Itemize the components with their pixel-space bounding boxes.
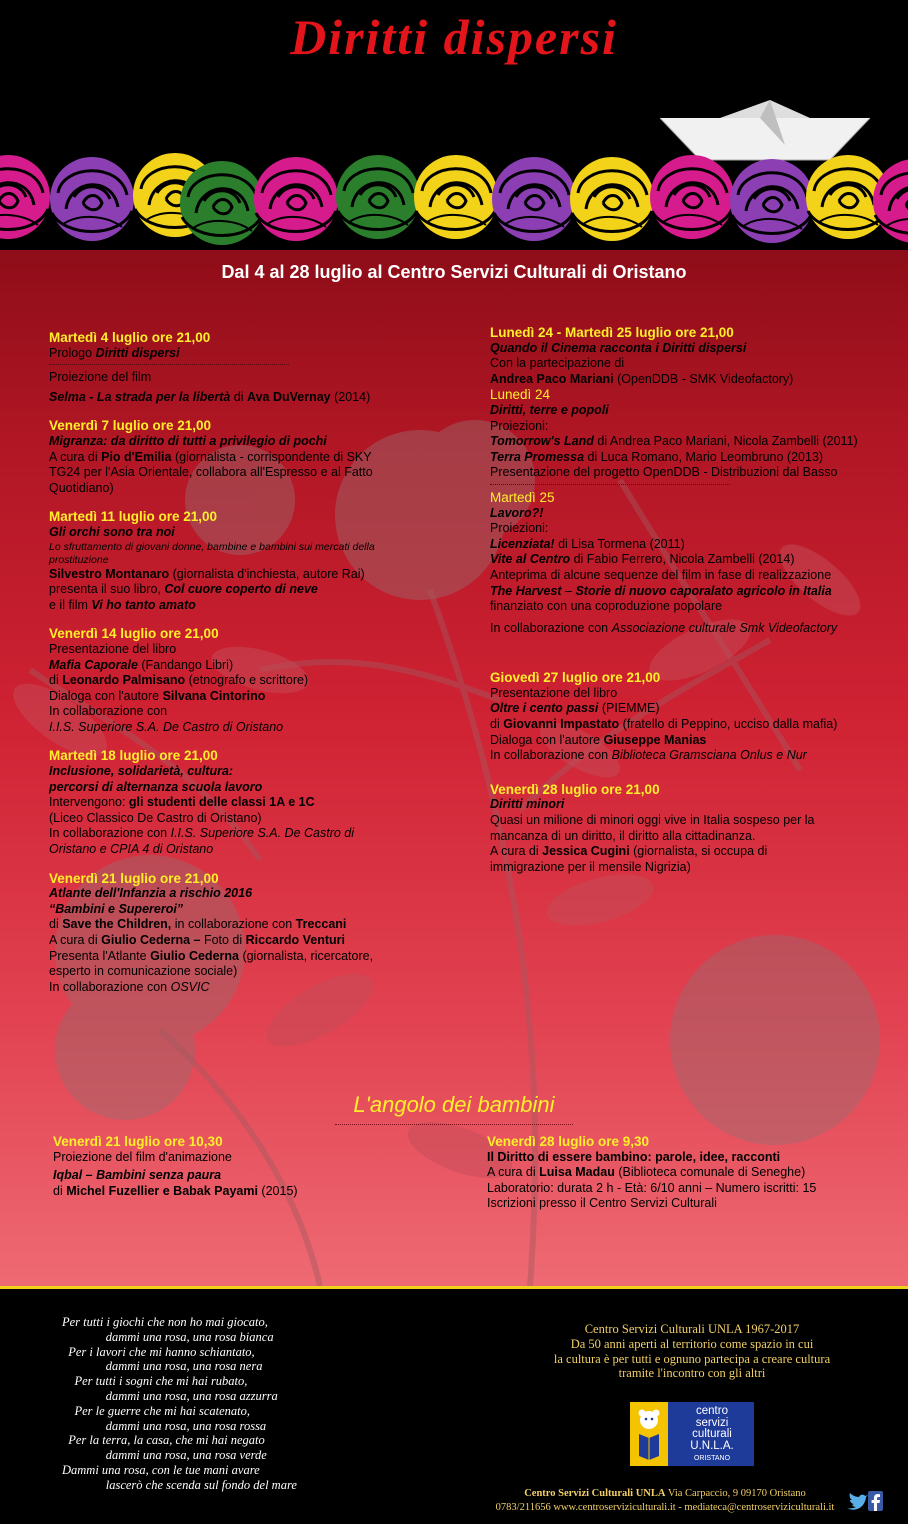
event-text: Presenta l'Atlante [49,948,151,963]
event-text: di Fabio Ferrero, Nicola Zambelli (2014) [570,552,795,567]
event-text: esperto in comunicazione sociale) [49,964,238,979]
event-text: Proiezioni: [490,521,549,536]
event-text: A cura di [49,933,102,947]
guest-name: gli studenti delle classi 1A e 1C [128,795,315,810]
event-7-july [49,418,449,496]
poem-line: dammi una rosa, una rosa rossa [62,1418,267,1433]
event-text: Presentazione del libro [490,685,618,700]
event-text: TG24 per l'Asia Orientale, collabora all'Espresso e al Fatto [49,465,373,480]
guest-name: Luisa Madau [539,1165,615,1180]
event-text: Laboratorio: durata 2 h - Età: 6/10 anni – Numero iscritti: 15 [487,1180,817,1195]
author-name: Leonardo Palmisano [62,673,186,688]
director-name: Michel Fuzellier e Babak Payami [66,1183,258,1198]
event-text: A cura di [49,449,102,464]
photographer-name: Riccardo Venturi [245,933,345,947]
event-text: presenta il suo libro, [49,582,165,597]
event-text: Presentazione del progetto OpenDDB - Distribuzioni dal Basso [490,465,838,480]
event-text: Prologo [49,345,96,360]
event-text: In collaborazione con [490,620,612,635]
date-venue-subtitle: Dal 4 al 28 luglio al Centro Servizi Culturali di Oristano [221,262,687,282]
event-21-july [49,871,449,996]
event-text: Dialoga con l'autore [490,732,604,747]
event-text: (fratello di Peppino, ucciso dalla mafia) [619,717,838,732]
event-text: (2014) [330,389,371,404]
event-text: di Andrea Paco Mariani, Nicola Zambelli (2011) [593,434,858,449]
poem-line: Per i lavori che mi hanno schiantato, [62,1344,255,1359]
book-title: Col cuore coperto di neve [164,582,318,597]
event-text: (giornalista d'inchiesta, autore Rai) [169,566,365,581]
film-title: Vi ho tanto amato [91,597,196,612]
event-24-25-july [490,325,900,636]
partner-name: Associazione culturale Smk Videofactory [611,620,838,635]
event-text: di [230,389,248,404]
film-title: Licenziata! [490,536,555,551]
moderator-name: Silvana Cintorino [162,688,266,703]
unla-line: tramite l'incontro con gli altri [618,1366,766,1381]
poem-line: dammi una rosa, una rosa azzurra [62,1388,278,1403]
director-name: Ava DuVernay [247,389,331,404]
event-date: Venerdì 28 luglio ore 9,30 [487,1134,650,1149]
event-text: (2015) [257,1183,298,1198]
event-text: (OpenDDB - SMK Videofactory) [613,371,794,386]
poem-line: dammi una rosa, una rosa nera [62,1359,263,1374]
event-text: in collaborazione con [171,917,296,932]
event-text: – [561,583,576,598]
event-title: Il Diritto di essere bambino: parole, idee, racconti [487,1149,781,1164]
logo-city: ORISTANO [693,1455,731,1462]
event-text: Quotidiano) [49,480,114,495]
event-text: (PIEMME) [598,701,660,716]
guest-name: Jessica Cugini [542,844,630,859]
event-text: di [490,717,504,732]
header [0,0,908,250]
guest-name: Andrea Paco Mariani [490,371,614,386]
event-description: Lo sfruttamento di giovani donne, bambine e bambini sui mercati della [49,540,375,553]
event-14-july [49,626,449,735]
event-text: di [49,917,63,932]
film-title: Storie di nuovo caporalato agricolo in Italia [575,583,832,598]
event-title: Gli orchi sono tra noi [49,524,175,539]
event-28-july [490,782,900,876]
poem-line: lascerò che scenda sul fondo del mare [62,1477,297,1492]
dotted-divider [49,364,289,365]
event-text: di Lisa Tormena (2011) [554,536,685,551]
program-panel [0,250,908,1286]
poem-line: Per tutti i sogni che mi hai rubato, [62,1374,248,1389]
guest-name: Silvestro Montanaro [49,566,170,581]
unla-line: Centro Servizi Culturali UNLA 1967-2017 [584,1322,800,1336]
poem-line: dammi una rosa, una rosa bianca [62,1329,274,1344]
event-title: Diritti, terre e popoli [490,402,609,417]
rose-garland [0,145,908,250]
guest-name: Giulio Cederna – [101,933,204,947]
event-date: Venerdì 28 luglio ore 21,00 [490,781,660,797]
event-text: finanziato con una coproduzione popolare [490,599,723,614]
guest-name: Pio d'Emilia [101,449,172,464]
partner-name: I.I.S. Superiore S.A. De Castro di Oristano [49,719,284,734]
event-text: Presentazione del libro [49,641,177,656]
poem-line: Per tutti i giochi che non ho mai giocato, [62,1315,268,1329]
event-text: Proiezione del film d'animazione [53,1149,232,1164]
film-title: The Harvest [490,583,562,598]
left-program-column [49,330,449,1008]
logo-line: centro [696,1405,728,1417]
address: Via Carpaccio, 9 09170 Oristano [665,1488,806,1499]
dotted-divider [490,484,730,485]
event-title: percorsi di alternanza scuola lavoro [49,779,263,794]
poem-line: Dammi una rosa, con le tue mani avare [62,1462,260,1477]
event-text: (Biblioteca comunale di Seneghe) [614,1165,806,1180]
event-text: (Liceo Classico De Castro di Oristano) [49,810,262,825]
unla-line: Da 50 anni aperti al territorio come spazio in cui [570,1336,814,1351]
event-text: Dialoga con l'autore [49,688,163,703]
event-date: Venerdì 14 luglio ore 21,00 [49,626,219,642]
kids-event-21-july [53,1134,453,1199]
event-date: Martedì 18 luglio ore 21,00 [49,748,218,764]
event-date: Venerdì 21 luglio ore 10,30 [53,1134,223,1149]
event-text: In collaborazione con [49,704,168,719]
event-text: (giornalista - corrispondente di SKY [171,449,372,464]
event-18-july [49,748,449,857]
event-text: Intervengono: [49,795,129,810]
author-name: Giovanni Impastato [503,717,620,732]
teddy-bear-book-icon [634,1408,664,1460]
event-date: Martedì 11 luglio ore 21,00 [49,509,218,525]
event-date: Lunedì 24 - Martedì 25 luglio ore 21,00 [490,325,734,340]
event-text: Con la partecipazione di [490,356,625,371]
event-title: Diritti minori [490,797,565,812]
poem [62,1315,422,1493]
event-text: mancanza di un diritto, il diritto alla cittadinanza. [490,828,756,843]
book-title: Mafia Caporale [49,657,138,672]
partner-name: OSVIC [170,979,210,994]
sub-date: Martedì 25 [490,489,555,505]
logo-line: culturali [692,1428,732,1441]
film-title: Terra Promessa [490,449,585,464]
organization-name: Save the Children, [62,917,172,932]
right-program-column [490,325,900,888]
event-title: Inclusione, solidarietà, cultura: [49,764,234,779]
event-date: Venerdì 7 luglio ore 21,00 [49,418,212,434]
contact-info [470,1487,860,1515]
film-title: Tomorrow's Land [490,434,594,449]
logo-text [670,1406,754,1452]
facebook-icon[interactable] [868,1491,883,1511]
event-text: Proiezioni: [490,418,549,433]
event-text: Foto di [203,933,246,947]
partner-name: I.I.S. Superiore S.A. De Castro di [170,826,355,841]
event-text: Proiezione del film [49,370,152,385]
event-title: Diritti dispersi [95,345,180,360]
event-text: di [53,1183,67,1198]
event-text: Anteprima di alcune sequenze del film in fase di realizzazione [490,567,832,582]
footer-section [0,1289,908,1524]
event-text: Iscrizioni presso il Centro Servizi Culturali [487,1196,717,1211]
logo-line: U.N.L.A. [690,1439,734,1452]
event-text: di Luca Romano, Mario Leombruno (2013) [584,449,824,464]
dotted-divider [335,1124,573,1125]
event-text: (etnografo e scrittore) [185,673,309,688]
event-text: (giornalista, si occupa di [629,844,768,859]
unla-logo[interactable] [630,1402,754,1466]
event-title: Atlante dell'Infanzia a rischio 2016 [49,886,253,901]
event-text: A cura di [487,1165,540,1180]
event-title: Migranza: da diritto di tutti a privilegio di pochi [49,433,327,448]
unla-line: la cultura è per tutti e ognuno partecipa a creare cultura [553,1351,831,1366]
guest-name: Giulio Cederna [150,948,239,963]
page-title: Diritti dispersi [290,9,618,65]
event-title: “Bambini e Supereroi” [49,901,184,916]
event-text: Quasi un milione di minori oggi vive in Italia sospeso per la [490,813,815,828]
event-text: A cura di [490,844,543,859]
event-title: Quando il Cinema racconta i Diritti dispersi [490,340,747,355]
partner-name: Biblioteca Gramsciana Onlus e Nur [611,748,807,763]
film-title: Vite al Centro [490,552,571,567]
unla-statement [488,1322,896,1381]
event-text: immigrazione per il mensile Nigrizia) [490,859,691,874]
poem-line: Per la terra, la casa, che mi hai negato [62,1433,265,1448]
twitter-icon[interactable] [847,1493,868,1510]
event-date: Giovedì 27 luglio ore 21,00 [490,670,661,686]
event-text: e il film [49,597,92,612]
kids-event-28-july [487,1134,902,1212]
event-27-july [490,670,900,764]
partner-name: Oristano e CPIA 4 di Oristano [49,842,214,857]
event-4-july [49,330,449,405]
social-icons [846,1490,884,1512]
kids-section-heading: L'angolo dei bambini [353,1092,555,1117]
book-title: Oltre i cento passi [490,701,599,716]
organization-name: Treccani [295,917,347,932]
poem-line: Per le guerre che mi hai scatenato, [62,1403,251,1418]
event-text: In collaborazione con [49,979,171,994]
organization-name: Centro Servizi Culturali UNLA [524,1488,666,1499]
logo-line: servizi [695,1416,729,1429]
film-title: Iqbal – Bambini senza paura [53,1168,222,1183]
contact-line[interactable]: 0783/211656 www.centroserviziculturali.it - mediateca@centroserviziculturali.it [495,1502,835,1514]
event-text: di [49,673,63,688]
event-date: Venerdì 21 luglio ore 21,00 [49,870,219,886]
event-title: Lavoro?! [490,505,544,520]
event-text: In collaborazione con [49,826,171,841]
event-date: Martedì 4 luglio ore 21,00 [49,330,211,345]
moderator-name: Giuseppe Manias [603,732,707,747]
event-11-july [49,509,449,613]
poem-line: dammi una rosa, una rosa verde [62,1448,267,1463]
film-title: Selma - La strada per la libertà [49,389,231,404]
event-text: In collaborazione con [490,748,612,763]
event-text: (Fandango Libri) [137,657,234,672]
sub-date: Lunedì 24 [490,387,551,403]
event-text: (giornalista, ricercatore, [238,948,374,963]
event-description: prostituzione [49,553,109,566]
